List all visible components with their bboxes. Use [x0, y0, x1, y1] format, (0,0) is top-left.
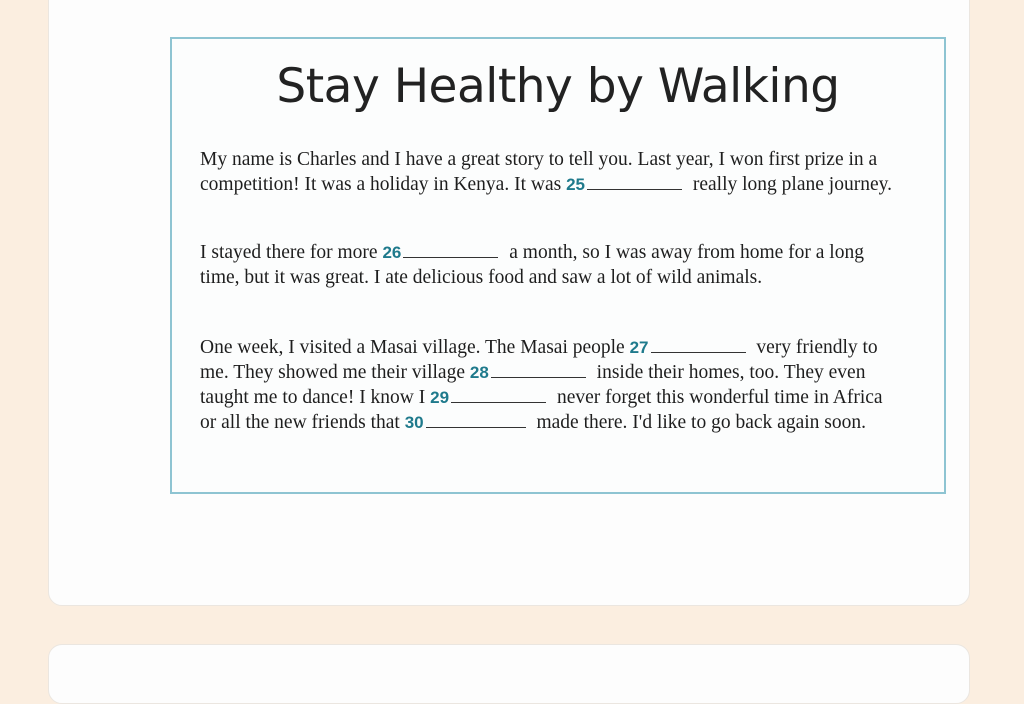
paragraph-3-text-e: made there. I'd like to go back again soon.	[536, 412, 866, 433]
next-card	[48, 644, 970, 704]
paragraph-3-text-d: never forget this wonderful time in Africa or all the new friends that	[200, 387, 883, 433]
gap-blank-29[interactable]	[451, 401, 546, 403]
gap-number-26: 26	[382, 243, 402, 262]
paragraph-2	[200, 240, 900, 290]
gap-number-30: 30	[404, 413, 424, 432]
gap-blank-27[interactable]	[651, 351, 746, 353]
gap-number-27: 27	[629, 338, 649, 357]
paragraph-1-text-a: My name is Charles and I have a great story to tell you. Last year, I won first prize in a competition! It was a holiday in Kenya. It was	[200, 149, 878, 195]
paragraph-3	[200, 335, 900, 435]
paragraph-1-text-b: really long plane journey.	[692, 174, 892, 195]
paragraph-2-text-b: a month, so I was away from home for a long time, but it was great. I ate delicious food and saw a lot of wild animals.	[200, 242, 864, 288]
gap-number-25: 25	[566, 175, 585, 194]
exercise-title: Stay Healthy by Walking	[276, 59, 840, 114]
gap-blank-28[interactable]	[491, 376, 586, 378]
exercise-box	[170, 37, 946, 494]
content-card	[48, 0, 970, 606]
paragraph-2-text-a: I stayed there for more	[200, 242, 378, 263]
gap-number-28: 28	[469, 363, 489, 382]
paragraph-1	[200, 147, 900, 197]
gap-blank-30[interactable]	[426, 426, 526, 428]
paragraph-3-text-a: One week, I visited a Masai village. The Masai people	[200, 337, 625, 358]
paragraph-3-text-c: inside their homes, too. They even taught me to dance! I know I	[200, 362, 866, 408]
gap-number-29: 29	[430, 388, 450, 407]
gap-blank-25[interactable]	[587, 188, 682, 190]
paragraph-3-text-b: very friendly to me. They showed me their village	[200, 337, 878, 383]
gap-blank-26[interactable]	[403, 256, 498, 258]
